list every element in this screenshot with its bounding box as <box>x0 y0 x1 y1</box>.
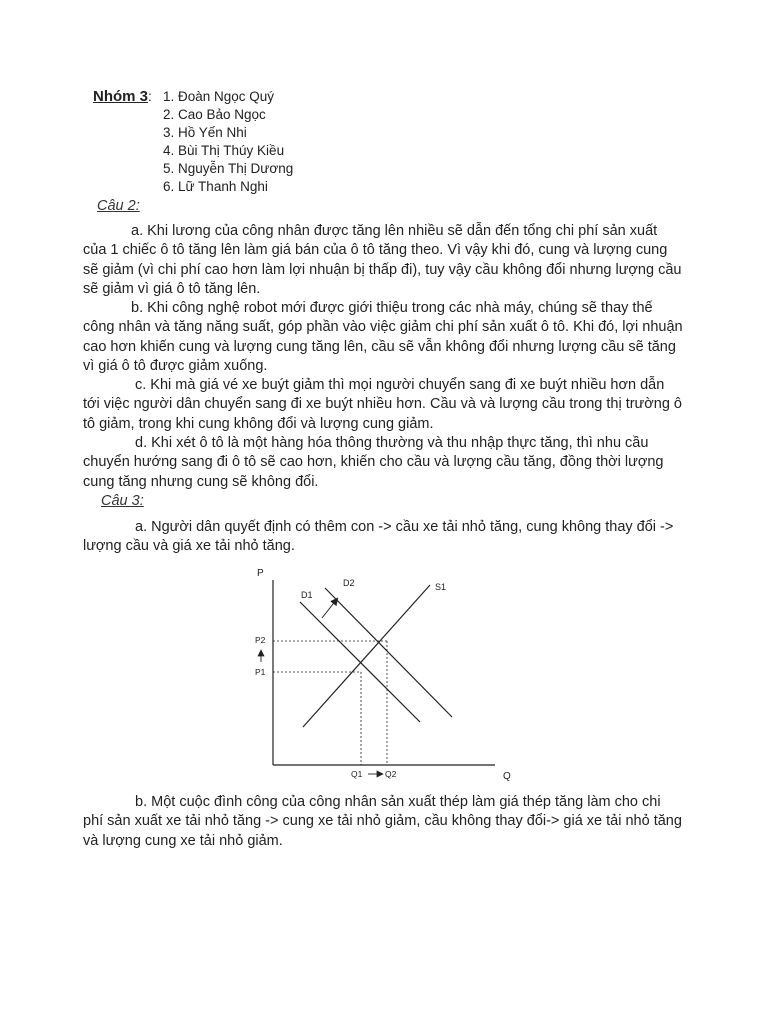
answer-2d <box>83 434 683 492</box>
d1-label: D1 <box>301 590 313 600</box>
group-separator: : <box>148 89 152 104</box>
answer-2d-text: d. Khi xét ô tô là một hàng hóa thông thường và thu nhập thực tăng, thì nhu cầu chuyển hướng sang đi ô tô sẽ cao hơn, khiến cho cầu và lượng cầu tăng, đồng thời lượng cung tăng nhưng cung sẽ không đổi. <box>83 435 664 490</box>
member-item: 5. Nguyễn Thị Dương <box>163 161 294 176</box>
supply-curve-s1 <box>303 585 430 727</box>
q1-label: Q1 <box>351 769 363 779</box>
q2-label: Q2 <box>385 769 397 779</box>
answer-2c-text: c. Khi mà giá vé xe buýt giảm thì mọi người chuyển sang đi xe buýt nhiều hơn dẫn tới việc người dân chuyển sang đi xe buýt nhiều hơn. Cầu và và lượng cầu trong thị trường ô tô giảm, trong khi cung không đổi và lượng cung giảm. <box>83 377 682 432</box>
q-axis-label: Q <box>503 771 511 782</box>
d2-label: D2 <box>343 578 355 588</box>
answer-3b-text: b. Một cuộc đình công của công nhân sản xuất thép làm giá thép tăng làm cho chi phí sản xuất xe tải nhỏ tăng -> cung xe tải nhỏ giảm, cầu không thay đổi-> giá xe tải nhỏ tăng và lượng cung xe tải nhỏ giảm. <box>83 794 682 849</box>
member-item: 1. Đoàn Ngọc Quý <box>163 89 275 104</box>
group-label: Nhóm 3 <box>93 88 149 105</box>
member-item: 4. Bùi Thị Thúy Kiều <box>163 143 285 158</box>
answer-2b-text: b. Khi công nghệ robot mới được giới thiệu trong các nhà máy, chúng sẽ thay thế công nhân và tăng năng suất, góp phần vào việc giảm chi phí sản xuất ô tô. Khi đó, lợi nhuận cao hơn khiến cung và lượng cung tăng lên, cầu sẽ vẫn không đổi nhưng lượng cầu sẽ tăng vì giá ô tô được giảm xuống. <box>83 300 683 374</box>
answer-2c <box>83 376 683 434</box>
question-2-heading: Câu 2: <box>97 198 140 214</box>
demand-curve-d2 <box>325 588 452 717</box>
answer-3a-text: a. Người dân quyết định có thêm con -> cầu xe tải nhỏ tăng, cung không thay đổi -> lượng cầu và giá xe tải nhỏ tăng. <box>83 519 674 555</box>
p-axis-label: P <box>257 568 264 579</box>
answer-3a <box>83 518 683 557</box>
answer-3b <box>83 793 683 851</box>
p1-label: P1 <box>255 667 266 677</box>
member-item: 6. Lữ Thanh Nghi <box>163 179 268 194</box>
s1-label: S1 <box>435 582 447 592</box>
member-item: 2. Cao Bảo Ngọc <box>163 107 266 122</box>
p2-label: P2 <box>255 635 266 645</box>
answer-2a <box>83 222 683 299</box>
demand-curve-d1 <box>300 602 420 722</box>
group-header <box>93 88 152 106</box>
demand-shift-arrow <box>322 599 337 618</box>
answer-2a-text: a. Khi lương của công nhân được tăng lên nhiều sẽ dẫn đến tổng chi phí sản xuất của 1 chiếc ô tô tăng lên làm giá bán của ô tô tăng theo. Vì vậy khi đó, cung và lượng cung sẽ giảm (vì chi phí cao hơn làm lợi nhuận bị thấp đi), tuy vậy cầu không đổi nhưng lượng cầu sẽ giảm vì giá ô tô tăng lên. <box>83 223 682 297</box>
question-3-heading: Câu 3: <box>101 493 144 509</box>
supply-demand-graph <box>0 560 768 790</box>
answer-2b <box>83 299 683 376</box>
member-item: 3. Hồ Yến Nhi <box>163 125 247 140</box>
